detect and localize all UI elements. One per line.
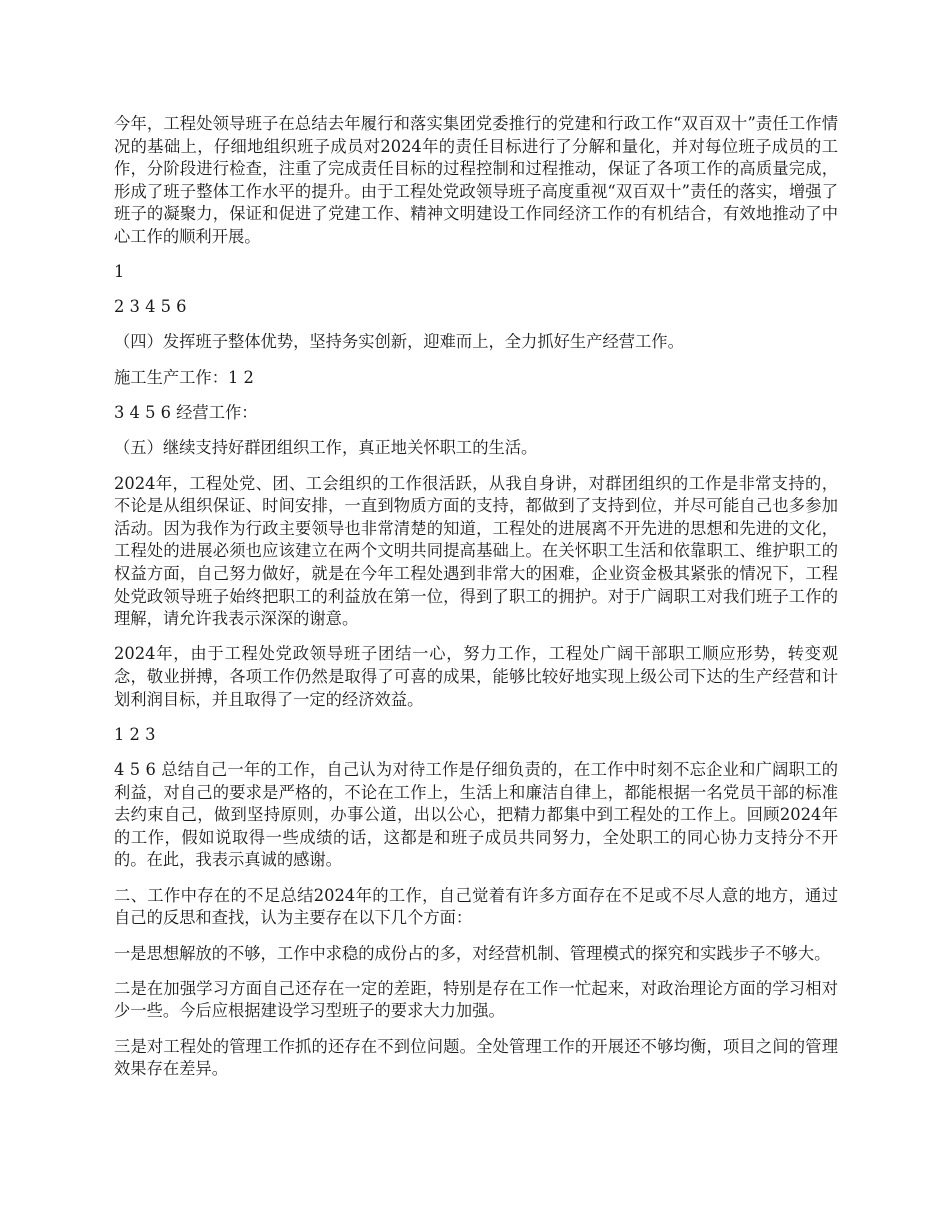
- section-heading-shortcomings: 二、工作中存在的不足总结2024年的工作，自己觉着有许多方面存在不足或不尽人意的地方，通过自己的反思和查找，认为主要存在以下几个方面：: [114, 885, 838, 928]
- paragraph-shortcoming-2: 二是在加强学习方面自己还存在一定的差距，特别是存在工作一忙起来，对政治理论方面的学习相对少一些。今后应根据建设学习型班子的要求大力加强。: [114, 978, 838, 1021]
- paragraph-intro: 今年，工程处领导班子在总结去年履行和落实集团党委推行的党建和行政工作“双百双十”责任工作情况的基础上，仔细地组织班子成员对2024年的责任目标进行了分解和量化，并对每位班子成员的工作，分阶段进行检查，注重了完成责任目标的过程控制和过程推动，保证了各项工作的高质量完成，形成了班子整体工作水平的提升。由于工程处党政领导班子高度重视“双百双十”责任的落实，增强了班子的凝聚力，保证和促进了党建工作、精神文明建设工作同经济工作的有机结合，有效地推动了中心工作的顺利开展。: [114, 114, 838, 246]
- section-heading-5: （五）继续支持好群团组织工作，真正地关怀职工的生活。: [114, 438, 538, 458]
- paragraph-results-2024: 2024年，由于工程处党政领导班子团结一心，努力工作，工程处广阔干部职工顺应形势，转变观念，敬业拼搏，各项工作仍然是取得了可喜的成果，能够比较好地实现上级公司下达的生产经营和计划利润目标，并且取得了一定的经济效益。: [114, 644, 838, 709]
- paragraph-construction-work: 施工生产工作：1 2: [114, 367, 254, 387]
- paragraph-numbers-2-6: 2 3 4 5 6: [114, 297, 187, 317]
- paragraph-number-1: 1: [114, 262, 125, 282]
- paragraph-self-summary: 4 5 6 总结自己一年的工作，自己认为对待工作是仔细负责的，在工作中时刻不忘企业和广阔职工的利益，对自己的要求是严格的，不论在工作上，生活上和廉洁自律上，都能根据一名党员干部的标准去约束自己，做到坚持原则，办事公道，出以公心，把精力都集中到工程处的工作上。回顾2024年的工作，假如说取得一些成绩的话，这都是和班子成员共同努力，全处职工的同心协力支持分不开的。在此，我表示真诚的感谢。: [114, 759, 838, 870]
- paragraph-operation-work: 3 4 5 6 经营工作：: [114, 403, 258, 422]
- paragraph-shortcoming-1: 一是思想解放的不够，工作中求稳的成份占的多，对经营机制、管理模式的探究和实践步子不够大。: [114, 943, 831, 963]
- paragraph-shortcoming-3: 三是对工程处的管理工作抓的还存在不到位问题。全处管理工作的开展还不够均衡，项目之间的管理效果存在差异。: [114, 1036, 838, 1079]
- paragraph-mass-organizations: 2024年，工程处党、团、工会组织的工作很活跃，从我自身讲，对群团组织的工作是非常支持的，不论是从组织保证、时间安排，一直到物质方面的支持，都做到了支持到位，并尽可能自己也多参加活动。因为我作为行政主要领导也非常清楚的知道，工程处的进展离不开先进的思想和先进的文化，工程处的进展必须也应该建立在两个文明共同提高基础上。在关怀职工生活和依靠职工、维护职工的权益方面，自己努力做好，就是在今年工程处遇到非常大的困难，企业资金极其紧张的情况下，工程处党政领导班子始终把职工的利益放在第一位，得到了职工的拥护。对于广阔职工对我们班子工作的理解，请允许我表示深深的谢意。: [114, 473, 838, 629]
- paragraph-numbers-1-3: 1 2 3: [114, 724, 156, 744]
- section-heading-4: （四）发挥班子整体优势，坚持务实创新，迎难而上，全力抓好生产经营工作。: [114, 332, 684, 352]
